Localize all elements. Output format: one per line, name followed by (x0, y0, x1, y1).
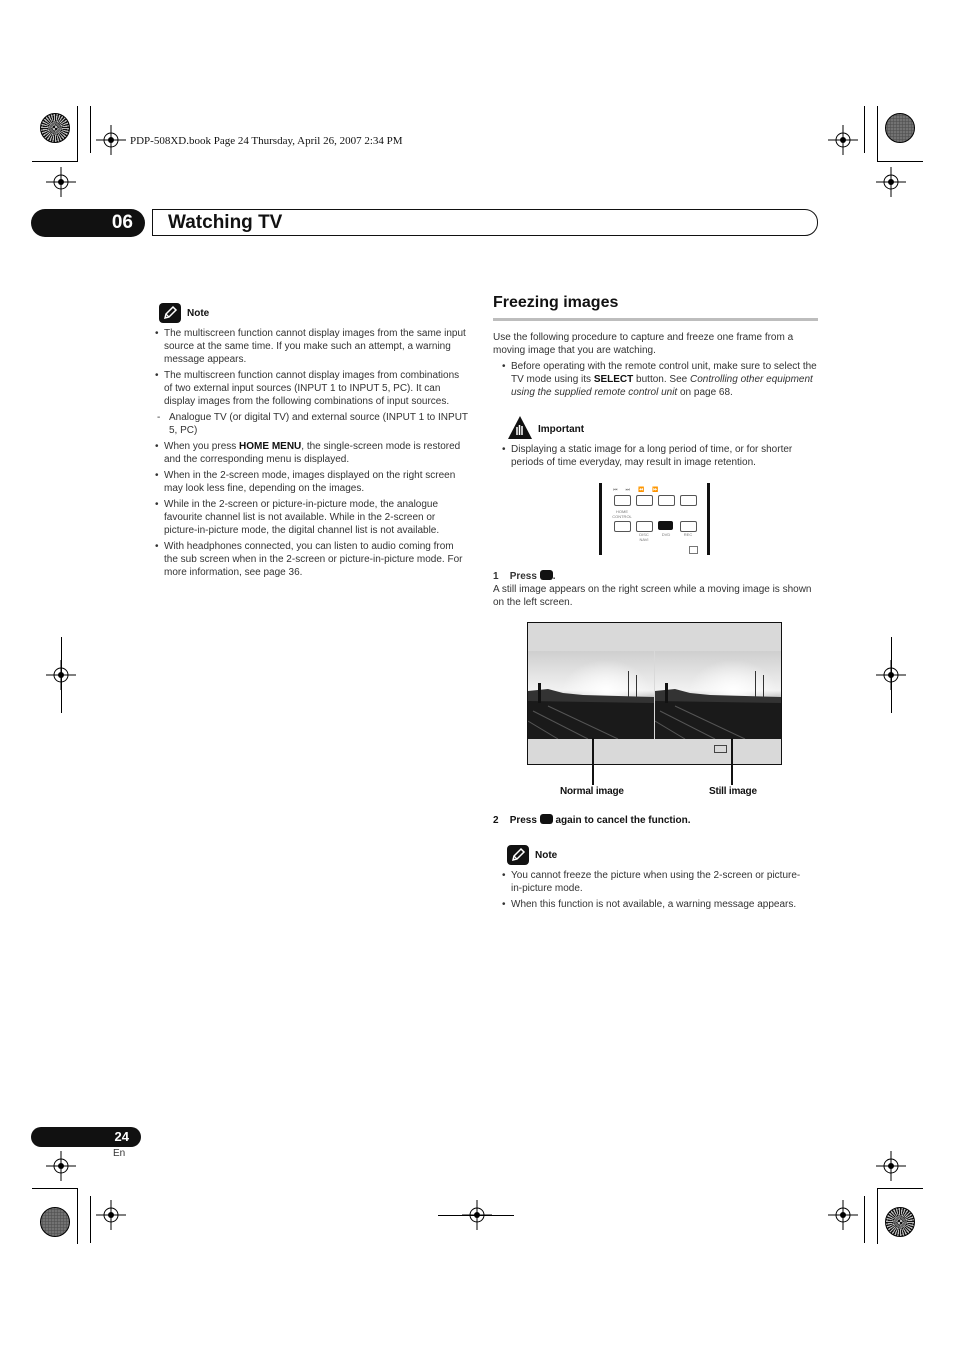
remote-button (680, 521, 697, 532)
note-item (502, 898, 802, 911)
step-1: 1 Press . (493, 571, 556, 582)
registration-crosshair-icon (46, 167, 76, 197)
registration-crosshair-icon (46, 1151, 76, 1181)
crop-mark (32, 161, 78, 162)
language-code: En (113, 1148, 126, 1159)
crop-mark (61, 637, 62, 713)
step-label: Press (509, 571, 537, 582)
note-text: You cannot freeze the picture when using the 2-screen or picture-in-picture mode. (511, 870, 801, 894)
precaution-text: Before operating with the remote control unit, make sure to select the TV mode using its (511, 361, 817, 385)
note-label: Note (187, 308, 210, 319)
registration-wheel-icon (885, 113, 915, 143)
precaution-text: button. See (633, 374, 690, 385)
step-number: 1 (493, 571, 499, 582)
crop-mark (90, 106, 91, 153)
note-label: Note (535, 850, 558, 861)
callout-line-still (731, 738, 733, 785)
tv-screen-figure (527, 622, 782, 765)
crop-mark (438, 1215, 514, 1216)
registration-crosshair-icon (876, 1151, 906, 1181)
crop-mark (877, 161, 923, 162)
remote-button (658, 495, 675, 506)
registration-crosshair-icon (96, 125, 126, 155)
precaution-text: on page 68. (677, 387, 733, 398)
crop-mark (877, 1188, 878, 1244)
step-2 (493, 814, 823, 827)
remote-button (636, 495, 653, 506)
note-text: When in the 2-screen mode, images displayed on the right screen may look less fine, depending on the images. (164, 470, 456, 494)
note-2-list (502, 869, 802, 914)
remote-edge (599, 483, 602, 555)
freeze-button (658, 521, 673, 530)
note-text: , the single-screen mode is restored and the corresponding menu is displayed. (164, 441, 461, 465)
note-item (155, 469, 470, 495)
note-item (155, 369, 470, 408)
note-item (155, 327, 470, 366)
note-text: Analogue TV (or digital TV) and external source (INPUT 1 to INPUT 5, PC) (169, 412, 468, 436)
step-1-description: A still image appears on the right screen while a moving image is shown on the left screen. (493, 584, 812, 608)
section-intro: Use the following procedure to capture and freeze one frame from a moving image that you are watching. (493, 332, 794, 356)
remote-button (614, 521, 631, 532)
note-pencil-icon (507, 845, 529, 865)
freeze-key-icon (540, 814, 553, 824)
note-text: When you press (164, 441, 240, 452)
note-text: The multiscreen function cannot display images from the same input source at the same time. If you make such an attempt, a warning message appears. (164, 328, 466, 365)
note-list (155, 327, 470, 582)
note-item (155, 540, 470, 579)
precaution-list (502, 360, 818, 402)
important-list (502, 443, 820, 472)
note-text: When this function is not available, a warning message appears. (511, 899, 797, 910)
freeze-status-icon (714, 745, 727, 753)
crop-mark (891, 637, 892, 713)
registration-crosshair-icon (96, 1200, 126, 1230)
select-key-label: SELECT (593, 374, 634, 385)
cross-reference: Controlling other equipment using the supplied remote control unit (511, 374, 813, 398)
callout-line-normal (592, 738, 594, 785)
step-number: 2 (493, 815, 499, 826)
remote-button (680, 495, 697, 506)
registration-wheel-icon (40, 113, 70, 143)
note-text: With headphones connected, you can listen to audio coming from the sub screen when in the 2-screen or picture-in-picture mode. For more information, see page 36. (164, 541, 463, 578)
note-item (155, 440, 470, 466)
dvd-label: DVD (661, 532, 671, 537)
step-label: Press (509, 815, 537, 826)
important-text: Displaying a static image for a long period of time, or for shorter periods of time everyday, may result in image retention. (511, 444, 793, 468)
registration-crosshair-icon (828, 125, 858, 155)
remote-control-illustration (599, 483, 711, 555)
page-number: 24 (31, 1127, 141, 1147)
crop-mark (864, 1196, 865, 1243)
important-item (502, 443, 820, 469)
registration-wheel-icon (885, 1207, 915, 1237)
chapter-number: 06 (31, 209, 145, 237)
note-pencil-icon (159, 303, 181, 323)
still-image-photo (655, 651, 781, 739)
precaution-item (502, 360, 818, 399)
crop-mark (77, 1188, 78, 1244)
still-image-label: Still image (709, 786, 757, 797)
chapter-title: Watching TV (168, 212, 283, 233)
remote-symbols: ⏮⏭⏪⏩ (613, 487, 667, 493)
crop-mark (877, 106, 878, 162)
crop-mark (77, 106, 78, 162)
crop-mark (877, 1188, 923, 1189)
important-hand-icon (507, 415, 533, 440)
registration-wheel-icon (40, 1207, 70, 1237)
crop-mark (32, 1188, 78, 1189)
step-text: again to cancel the function. (555, 815, 691, 826)
section-title: Freezing images (493, 294, 619, 311)
remote-logo-icon (689, 546, 698, 554)
normal-image-photo (528, 651, 654, 739)
note-subitem (155, 411, 470, 437)
note-text: The multiscreen function cannot display images from combinations of two external input sources (INPUT 1 to INPUT 5, PC). It can display images from the following combinations of input sources. (164, 370, 460, 407)
remote-button (636, 521, 653, 532)
disc-navi-label: DISC NAVI (639, 532, 649, 542)
important-label: Important (538, 424, 585, 435)
registration-crosshair-icon (876, 167, 906, 197)
remote-edge (707, 483, 710, 555)
section-rule (493, 318, 818, 321)
rec-label: REC (683, 532, 693, 537)
normal-image-label: Normal image (560, 786, 624, 797)
note-text: While in the 2-screen or picture-in-picture mode, the analogue favourite channel list is not available. While in the 2-screen or picture-in-picture mode, the digital channel list is not available. (164, 499, 440, 536)
registration-crosshair-icon (828, 1200, 858, 1230)
crop-mark (90, 1196, 91, 1243)
remote-button (614, 495, 631, 506)
home-menu-key-label: HOME MENU (239, 441, 302, 452)
freeze-key-icon (540, 570, 553, 580)
home-control-label: HOME CONTROL (612, 509, 632, 519)
crop-mark (864, 106, 865, 153)
note-item (155, 498, 470, 537)
file-info: PDP-508XD.book Page 24 Thursday, April 26, 2007 2:34 PM (130, 135, 403, 147)
note-item (502, 869, 802, 895)
